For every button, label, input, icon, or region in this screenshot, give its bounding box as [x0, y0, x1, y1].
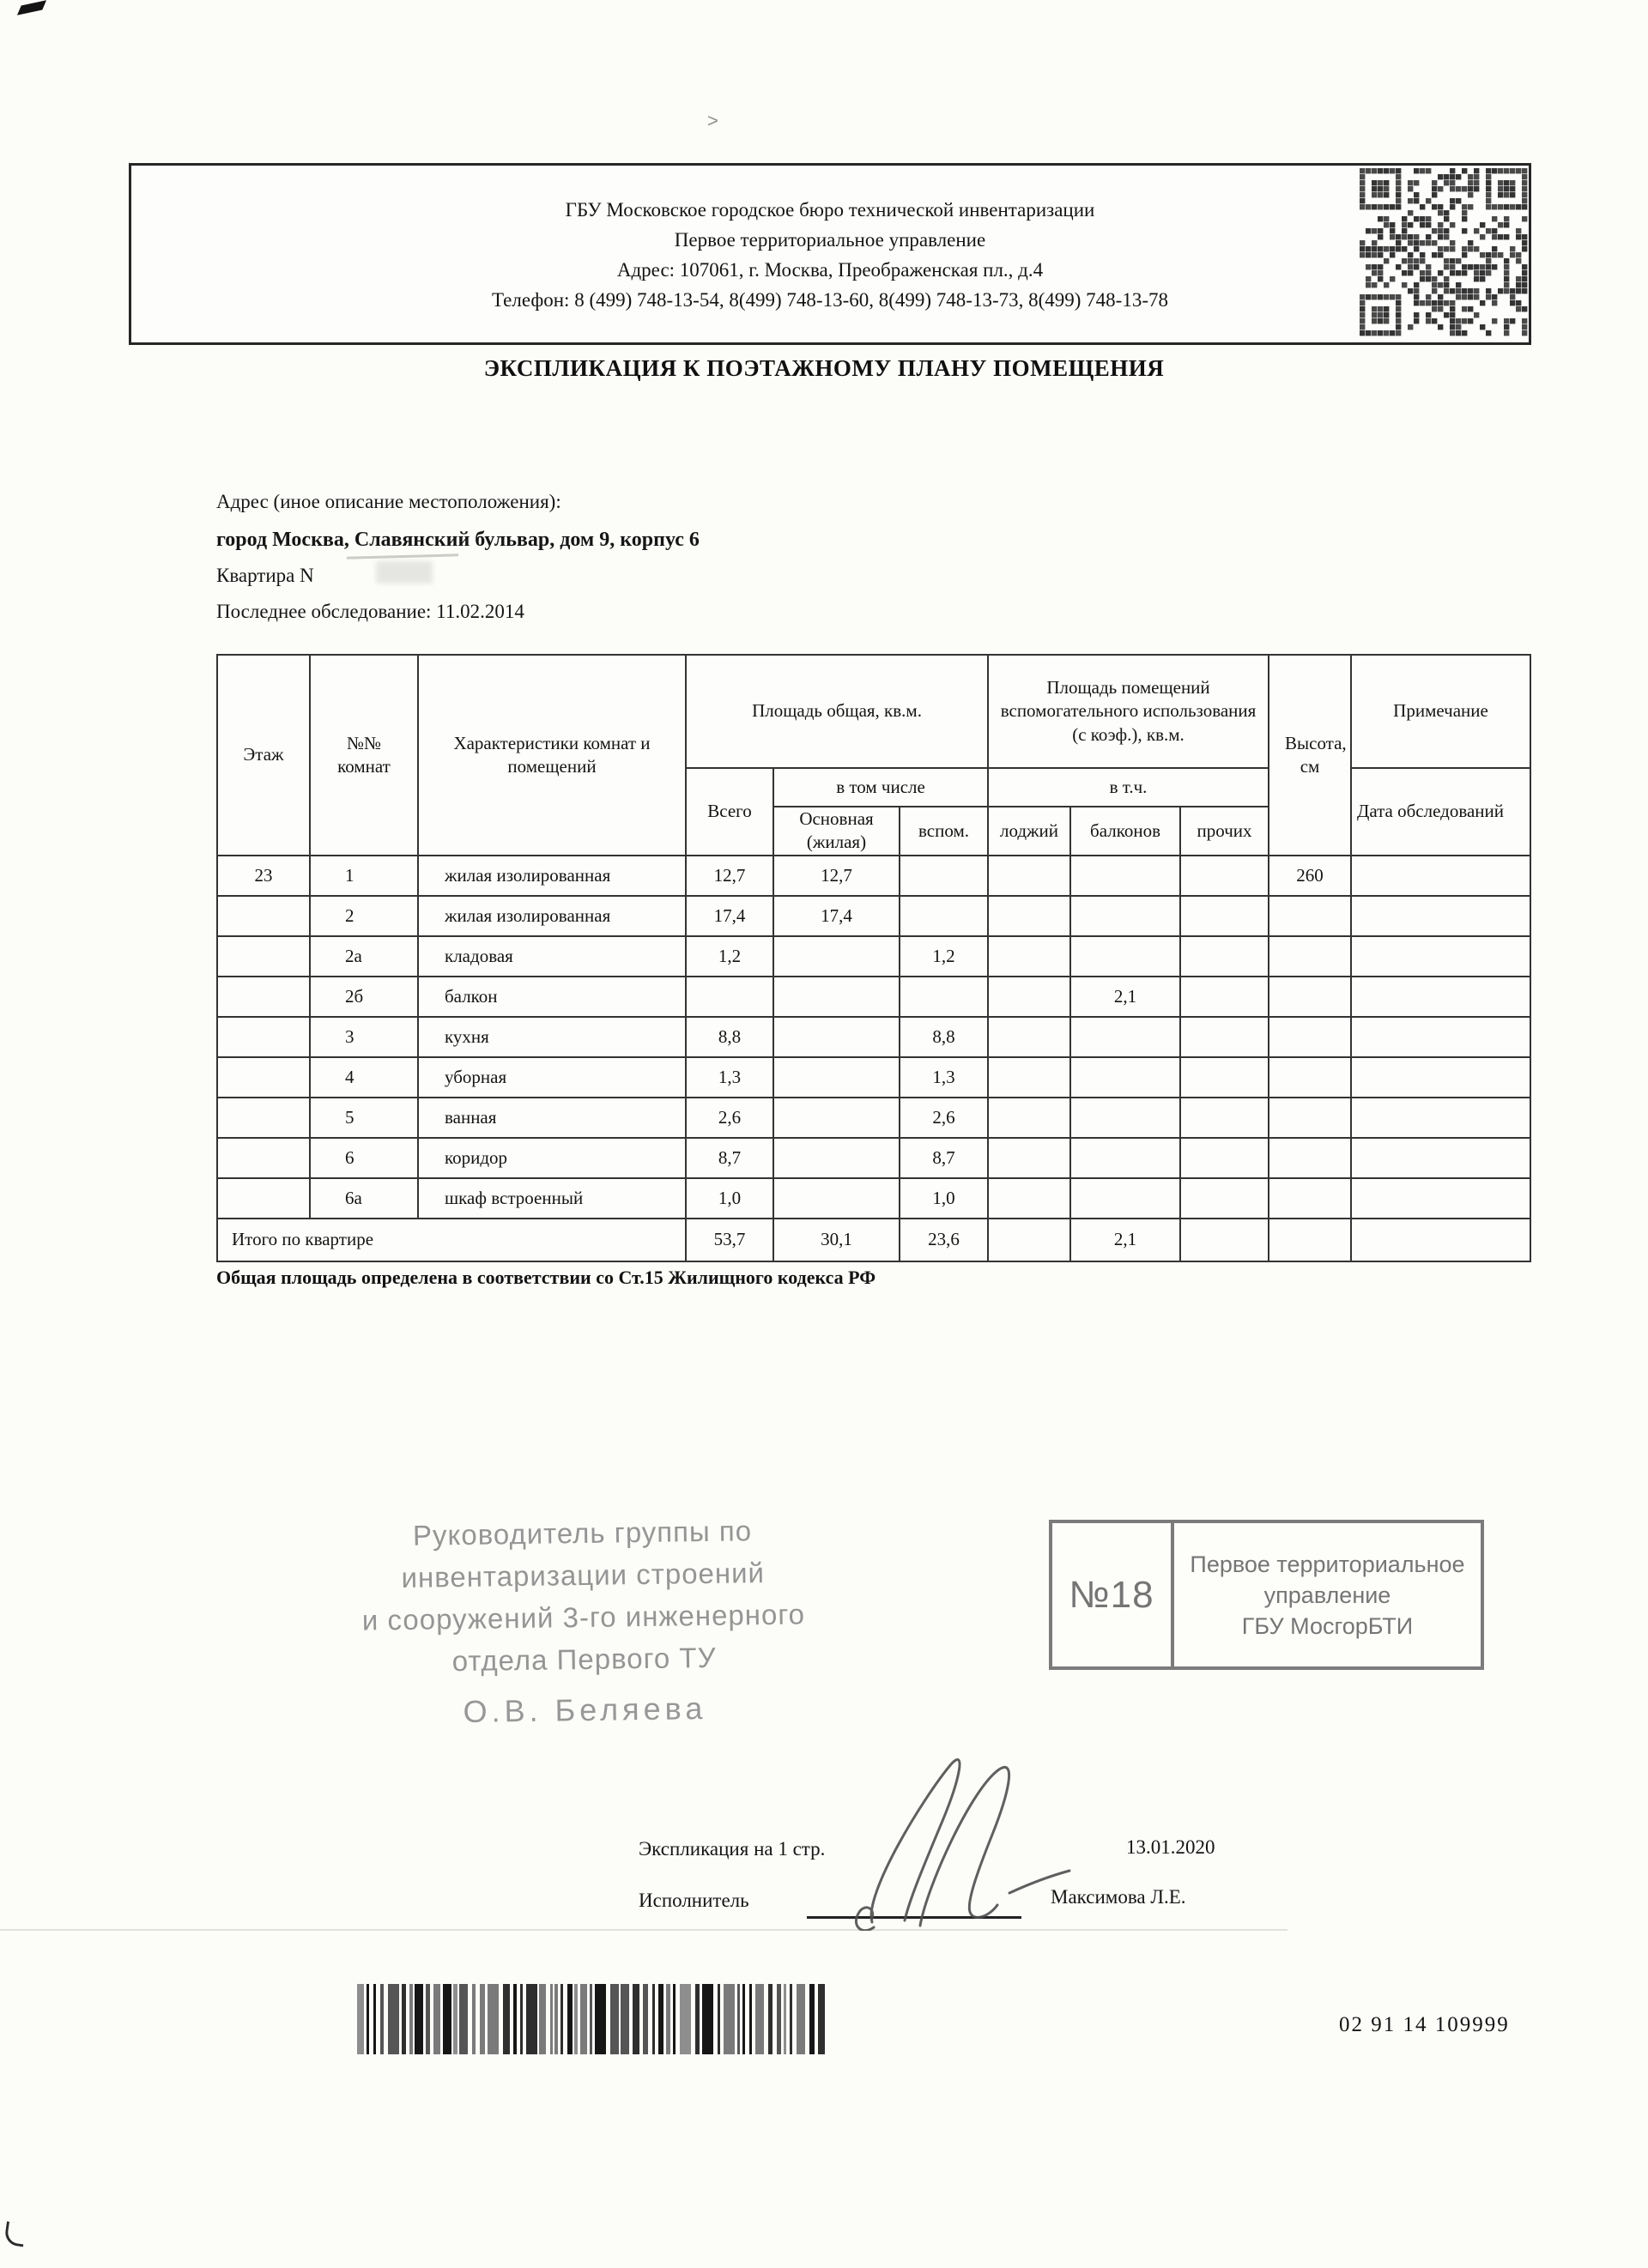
col-header-incl-short: в т.ч. — [988, 768, 1269, 807]
table-cell — [1180, 1017, 1269, 1057]
table-cell — [217, 1017, 310, 1057]
table-cell — [773, 1057, 900, 1098]
last-survey-line: Последнее обследование: 11.02.2014 — [216, 601, 524, 622]
table-row — [217, 1017, 1530, 1057]
table-row — [217, 1057, 1530, 1098]
table-row — [217, 856, 1530, 896]
total-cell: 2,1 — [1070, 1219, 1180, 1261]
total-cell — [1180, 1219, 1269, 1261]
col-header-note: Примечание — [1351, 655, 1530, 768]
signature — [841, 1751, 1099, 1931]
location-address: город Москва, Славянский бульвар, дом 9, корпус 6 — [216, 529, 700, 551]
total-cell — [1351, 1219, 1530, 1261]
table-cell — [988, 936, 1070, 977]
table-cell — [1180, 896, 1269, 936]
table-cell — [217, 1138, 310, 1178]
table-cell — [988, 1138, 1070, 1178]
total-cell — [988, 1219, 1070, 1261]
table-cell — [988, 896, 1070, 936]
table-cell: 3 — [310, 1017, 418, 1057]
barcode — [357, 1984, 826, 2054]
table-cell: 1 — [310, 856, 418, 896]
table-cell — [1180, 856, 1269, 896]
table-cell — [773, 1098, 900, 1138]
table-cell — [900, 977, 988, 1017]
table-cell — [773, 1017, 900, 1057]
table-cell — [1070, 1057, 1180, 1098]
table-cell — [1351, 896, 1530, 936]
col-header-balconies: балконов — [1070, 807, 1180, 856]
table-cell: шкаф встроенный — [418, 1178, 686, 1219]
table-cell — [217, 977, 310, 1017]
col-header-other: прочих — [1180, 807, 1269, 856]
table-cell — [1180, 977, 1269, 1017]
table-row — [217, 1178, 1530, 1219]
table-cell — [988, 1098, 1070, 1138]
table-cell: 12,7 — [686, 856, 773, 896]
table-cell — [1070, 936, 1180, 977]
col-header-aux-area: Площадь помещений вспомогательного использования (с коэф.), кв.м. — [988, 655, 1269, 768]
col-header-survey-date: Дата обследований — [1351, 768, 1530, 856]
letterhead-box — [129, 163, 1531, 345]
apartment-line: Квартира N — [216, 565, 314, 586]
col-header-characteristics: Характеристики комнат и помещений — [418, 655, 686, 856]
table-cell — [1180, 1098, 1269, 1138]
location-label: Адрес (иное описание местоположения): — [216, 491, 561, 512]
redacted-apartment-number — [376, 561, 433, 584]
table-cell — [1180, 936, 1269, 977]
table-body — [217, 856, 1530, 1219]
table-cell: 17,4 — [773, 896, 900, 936]
table-cell — [1269, 1138, 1351, 1178]
table-cell: балкон — [418, 977, 686, 1017]
table-cell: жилая изолированная — [418, 856, 686, 896]
table-cell: 5 — [310, 1098, 418, 1138]
table-cell — [900, 896, 988, 936]
table-cell — [1269, 1057, 1351, 1098]
table-cell: 260 — [1269, 856, 1351, 896]
table-cell — [988, 856, 1070, 896]
table-cell — [1351, 936, 1530, 977]
table-cell: 1,0 — [900, 1178, 988, 1219]
table-cell — [1269, 896, 1351, 936]
table-cell: жилая изолированная — [418, 896, 686, 936]
table-cell — [988, 977, 1070, 1017]
col-header-height: Высота, см — [1269, 655, 1351, 856]
table-row — [217, 896, 1530, 936]
table-cell — [988, 1178, 1070, 1219]
table-row — [217, 977, 1530, 1017]
col-header-including: в том числе — [773, 768, 988, 807]
table-cell — [1351, 1138, 1530, 1178]
table-cell: 1,0 — [686, 1178, 773, 1219]
scan-smudge — [347, 553, 458, 559]
total-cell: 23,6 — [900, 1219, 988, 1261]
table-cell: 6 — [310, 1138, 418, 1178]
table-cell: уборная — [418, 1057, 686, 1098]
executor-label: Исполнитель — [639, 1890, 749, 1911]
table-cell — [1351, 1057, 1530, 1098]
table-cell — [1070, 1178, 1180, 1219]
stamp-box-line: управление — [1263, 1582, 1391, 1608]
total-cell: 53,7 — [686, 1219, 773, 1261]
table-cell: 1,3 — [686, 1057, 773, 1098]
table-cell: 2,6 — [900, 1098, 988, 1138]
qr-code — [1360, 168, 1528, 336]
table-cell — [1351, 977, 1530, 1017]
table-cell: 17,4 — [686, 896, 773, 936]
table-cell: 2 — [310, 896, 418, 936]
col-header-floor: Этаж — [217, 655, 310, 856]
scan-corner-mark — [17, 0, 46, 15]
table-cell: 1,2 — [900, 936, 988, 977]
stamp-number: №18 — [1052, 1523, 1174, 1666]
table-cell: 23 — [217, 856, 310, 896]
table-cell — [1180, 1178, 1269, 1219]
table-cell — [1070, 856, 1180, 896]
table-cell — [1351, 1017, 1530, 1057]
stamp-box-line: Первое территориальное — [1190, 1551, 1465, 1577]
table-cell — [1269, 977, 1351, 1017]
table-cell: 2а — [310, 936, 418, 977]
table-cell: 1,2 — [686, 936, 773, 977]
table-cell — [217, 936, 310, 977]
table-cell — [1269, 936, 1351, 977]
table-cell — [217, 1057, 310, 1098]
table-cell: 2,1 — [1070, 977, 1180, 1017]
col-header-total-area: Площадь общая, кв.м. — [686, 655, 988, 768]
page-title: ЭКСПЛИКАЦИЯ К ПОЭТАЖНОМУ ПЛАНУ ПОМЕЩЕНИЯ — [483, 355, 1165, 381]
table-cell: 12,7 — [773, 856, 900, 896]
stamp-line: инвентаризации строений — [401, 1557, 766, 1594]
table-cell — [1180, 1138, 1269, 1178]
registration-stamp-box — [1049, 1520, 1484, 1670]
table-row — [217, 1098, 1530, 1138]
table-cell: 8,8 — [686, 1017, 773, 1057]
table-row — [217, 936, 1530, 977]
table-cell — [1070, 1098, 1180, 1138]
table-cell — [773, 1138, 900, 1178]
table-cell: 1,3 — [900, 1057, 988, 1098]
table-cell — [1351, 1178, 1530, 1219]
table-cell — [686, 977, 773, 1017]
col-header-total: Всего — [686, 768, 773, 856]
total-label: Итого по квартире — [217, 1219, 686, 1261]
table-cell — [773, 977, 900, 1017]
table-cell — [1351, 1098, 1530, 1138]
table-cell: 4 — [310, 1057, 418, 1098]
table-cell — [217, 1178, 310, 1219]
table-cell — [773, 1178, 900, 1219]
table-cell: кладовая — [418, 936, 686, 977]
table-cell: 2,6 — [686, 1098, 773, 1138]
total-row — [217, 1219, 1530, 1261]
col-header-rooms: №№ комнат — [310, 655, 418, 856]
table-cell — [1269, 1178, 1351, 1219]
org-address: Адрес: 107061, г. Москва, Преображенская пл., д.4 — [616, 259, 1044, 281]
scan-corner-mark-bottom — [3, 2222, 27, 2247]
inspector-stamp — [329, 1509, 839, 1734]
stamp-line: отдела Первого ТУ — [451, 1641, 717, 1678]
total-cell: 30,1 — [773, 1219, 900, 1261]
table-cell: 8,7 — [686, 1138, 773, 1178]
total-cell — [1269, 1219, 1351, 1261]
stamp-line: и сооружений 3-го инженерного — [361, 1598, 806, 1636]
table-cell — [1180, 1057, 1269, 1098]
table-cell — [1269, 1017, 1351, 1057]
table-cell — [1070, 1017, 1180, 1057]
col-header-main-area: Основная (жилая) — [773, 807, 900, 856]
table-cell — [1351, 856, 1530, 896]
table-cell: ванная — [418, 1098, 686, 1138]
table-cell: коридор — [418, 1138, 686, 1178]
executor-name: Максимова Л.Е. — [1051, 1886, 1186, 1908]
org-name: ГБУ Московское городское бюро технической инвентаризации — [565, 199, 1095, 221]
table-cell: 8,7 — [900, 1138, 988, 1178]
stamp-inspector-name: О.В. Беляева — [463, 1690, 707, 1729]
table-row — [217, 1138, 1530, 1178]
table-cell — [988, 1017, 1070, 1057]
org-phone: Телефон: 8 (499) 748-13-54, 8(499) 748-13-60, 8(499) 748-13-73, 8(499) 748-13-78 — [492, 289, 1168, 311]
table-cell — [217, 896, 310, 936]
table-cell — [900, 856, 988, 896]
scan-stray-mark: > — [707, 110, 718, 131]
table-cell: кухня — [418, 1017, 686, 1057]
explication-table — [216, 654, 1531, 1262]
table-cell — [1070, 896, 1180, 936]
col-header-loggias: лоджий — [988, 807, 1070, 856]
table-cell — [773, 936, 900, 977]
table-cell — [988, 1057, 1070, 1098]
date-line: 13.01.2020 — [1126, 1836, 1215, 1858]
table-cell — [1269, 1098, 1351, 1138]
table-cell — [217, 1098, 310, 1138]
org-department: Первое территориальное управление — [674, 229, 986, 251]
stamp-box-line: ГБУ МосгорБТИ — [1241, 1612, 1414, 1639]
table-cell: 2б — [310, 977, 418, 1017]
pages-line: Экспликация на 1 стр. — [639, 1838, 826, 1860]
legal-note: Общая площадь определена в соответствии со Ст.15 Жилищного кодекса РФ — [216, 1267, 876, 1288]
stamp-line: Руководитель группы по — [412, 1515, 753, 1551]
table-cell: 8,8 — [900, 1017, 988, 1057]
table-cell — [1070, 1138, 1180, 1178]
table-cell: 6а — [310, 1178, 418, 1219]
document-number: 02 91 14 109999 — [1339, 2013, 1510, 2036]
col-header-aux: вспом. — [900, 807, 988, 856]
